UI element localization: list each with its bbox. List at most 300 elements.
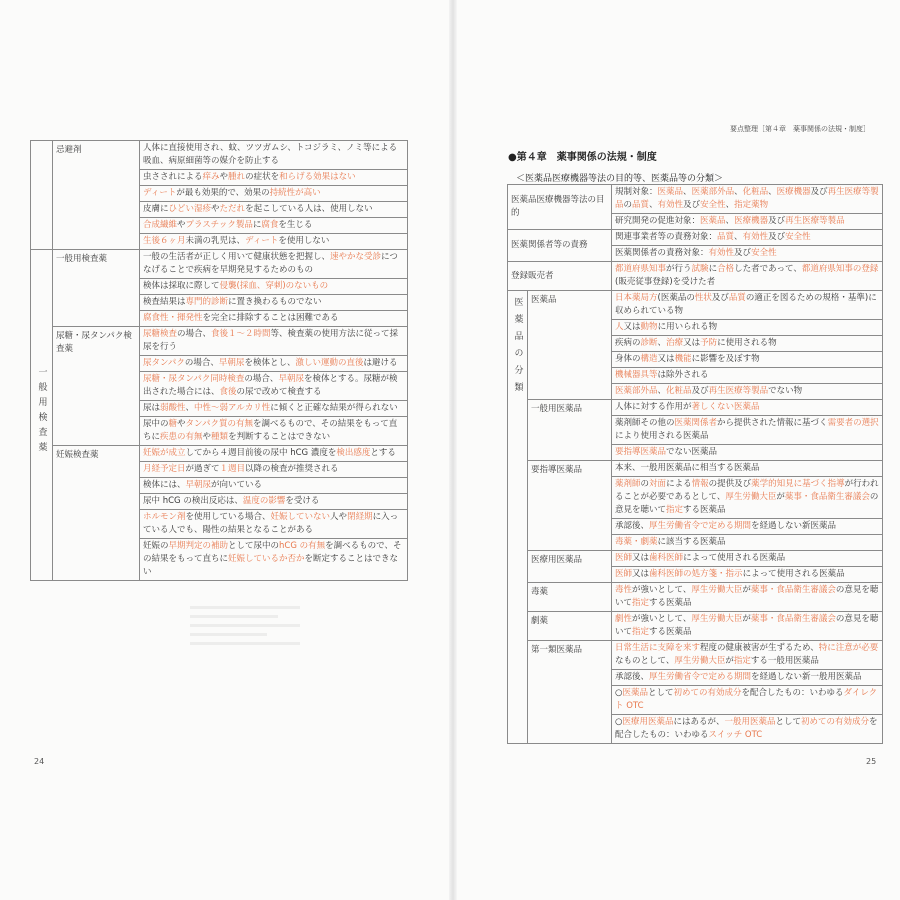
table-row bbox=[508, 583, 883, 612]
cell-text: 尿は bbox=[143, 403, 161, 413]
cell-text: 安全性 bbox=[785, 232, 811, 242]
cell-text: 承認後、 bbox=[615, 521, 650, 531]
table-row bbox=[508, 400, 883, 416]
table-cell bbox=[140, 311, 408, 327]
cell-text: 再生医療等製品 bbox=[615, 187, 879, 210]
cell-text: 都道府県知事の登録 bbox=[801, 264, 879, 274]
table-row bbox=[508, 291, 883, 320]
cell-text: する医薬品 bbox=[649, 598, 692, 608]
table-cell bbox=[140, 170, 408, 186]
cell-text: 医療機器 bbox=[776, 187, 811, 197]
cell-text: 有効性 bbox=[708, 248, 735, 258]
cell-text: ただれ bbox=[219, 204, 246, 214]
chapter-title: ●第４章 薬事関係の法規・制度 bbox=[508, 152, 657, 163]
table-cell bbox=[612, 400, 883, 416]
cell-text: 合成繊維 bbox=[143, 220, 178, 230]
cell-text: 、 bbox=[185, 403, 195, 413]
cell-text: として尿中の bbox=[228, 541, 280, 551]
cell-text: なものとして、 bbox=[615, 656, 675, 666]
running-header: 要点整理［第４章 薬事関係の法規・制度］ bbox=[730, 125, 870, 133]
cell-text: 医療用医薬品 bbox=[622, 717, 674, 727]
cell-text: ディート bbox=[143, 188, 177, 198]
table-cell bbox=[140, 295, 408, 311]
cell-text: 尿タンパク bbox=[143, 358, 185, 368]
cell-text: してから４週目前後の尿中 hCG 濃度を bbox=[185, 448, 337, 458]
table-row bbox=[31, 327, 408, 356]
cell-text: 又は bbox=[632, 569, 650, 579]
cell-text: 、 bbox=[725, 216, 735, 226]
cell-text: に傾くと正確な結果が得られない bbox=[270, 403, 398, 413]
cell-text: を使用しない bbox=[278, 236, 330, 246]
cell-text: が最も効果的で、効果の bbox=[176, 188, 270, 198]
cell-text: 腐食性・揮発性 bbox=[143, 313, 203, 323]
cell-text: 和らげる効果はない bbox=[279, 172, 356, 182]
page-number-right: 25 bbox=[866, 757, 877, 766]
cell-text: は避ける bbox=[363, 358, 398, 368]
cell-text: 検体には、 bbox=[143, 480, 186, 490]
cell-text: につなげることで疾病を早期発見するためのもの bbox=[143, 252, 398, 275]
cell-text: 早朝尿 bbox=[185, 480, 212, 490]
cell-text: を経過しない新一般用医薬品 bbox=[751, 672, 862, 682]
cell-text: や bbox=[177, 419, 186, 429]
table-cell bbox=[140, 186, 408, 202]
cell-text: として bbox=[775, 717, 801, 727]
cell-text: 腐食 bbox=[261, 220, 279, 230]
cell-text: が向いている bbox=[211, 480, 263, 490]
table-cell bbox=[140, 234, 408, 250]
cell-text: 再生医療等製品 bbox=[785, 216, 845, 226]
table-cell bbox=[140, 218, 408, 234]
book-gutter bbox=[449, 0, 457, 900]
cell-text: 疾患の有無 bbox=[160, 432, 203, 442]
cell-text: 医薬関係者の責務対象： bbox=[615, 248, 709, 258]
cell-text: 食後 bbox=[219, 387, 237, 397]
cell-text: 早朝尿 bbox=[218, 358, 245, 368]
cell-text: 未満の乳児は、 bbox=[185, 236, 246, 246]
table-cell bbox=[612, 384, 883, 400]
table-row bbox=[508, 185, 883, 214]
cell-text: 検体は採取に際して bbox=[143, 281, 220, 291]
cell-text: が過ぎて bbox=[185, 464, 220, 474]
cell-text: 薬事・食品衛生審議会 bbox=[784, 492, 870, 502]
cell-text: により使用される医薬品 bbox=[615, 431, 709, 441]
table-row bbox=[508, 461, 883, 477]
cell-text: 再生医療等製品 bbox=[708, 386, 769, 396]
table-cell bbox=[612, 567, 883, 583]
cell-text: 身体の bbox=[615, 354, 641, 364]
cell-text: 妊娠していない bbox=[270, 512, 331, 522]
table-cell bbox=[612, 230, 883, 246]
table-cell bbox=[612, 583, 883, 612]
cell-text: 検出感度 bbox=[336, 448, 371, 458]
page-number-left: 24 bbox=[34, 757, 45, 766]
cell-text: 医薬関係者 bbox=[674, 418, 718, 428]
table-cell bbox=[140, 417, 408, 446]
table-cell bbox=[612, 368, 883, 384]
cell-text: 持続性が高い bbox=[269, 188, 321, 198]
cell-text: から提供された情報に基づく bbox=[717, 418, 828, 428]
group-label-text: 一般用検査薬 bbox=[36, 366, 47, 457]
group-label bbox=[508, 291, 528, 744]
cell-text: や bbox=[202, 432, 212, 442]
cell-text: 化粧品 bbox=[742, 187, 769, 197]
cell-text: を使用している場合、 bbox=[185, 512, 271, 522]
cell-text: ダイレクト OTC bbox=[615, 688, 878, 711]
cell-text: ○ bbox=[615, 688, 623, 698]
cell-text: が bbox=[725, 656, 734, 666]
cell-text: 構造 bbox=[640, 354, 658, 364]
cell-text: 、 bbox=[657, 338, 667, 348]
cell-text: に使用される物 bbox=[717, 338, 777, 348]
blank-cell bbox=[31, 141, 53, 250]
row-label: 医薬品医療機器等法の目的 bbox=[508, 185, 612, 230]
cell-text: 厚生労働大臣 bbox=[725, 492, 777, 502]
table-cell bbox=[140, 250, 408, 279]
table-cell bbox=[140, 372, 408, 401]
cell-text: 予防 bbox=[700, 338, 718, 348]
cell-text: を受ける bbox=[285, 496, 320, 506]
cell-text: 医薬品 bbox=[657, 187, 684, 197]
cell-text: に該当する医薬品 bbox=[657, 537, 726, 547]
cell-text: の尿で改めて検査する bbox=[236, 387, 322, 397]
cell-text: の適正を図るための規格・基準)に収められている物 bbox=[615, 293, 877, 316]
cell-text: 人体に対する作用が bbox=[615, 402, 692, 412]
cell-text: 指定 bbox=[632, 627, 650, 637]
row-label: 忌避剤 bbox=[53, 141, 140, 250]
cell-text: 一般の生活者が正しく用いて健康状態を把握し、 bbox=[143, 252, 331, 262]
cell-text: する医薬品 bbox=[683, 505, 726, 515]
cell-text: の場合、 bbox=[177, 329, 212, 339]
cell-text: 、 bbox=[768, 187, 777, 197]
row-label: 登録販売者 bbox=[508, 262, 612, 291]
table-cell bbox=[140, 356, 408, 372]
cell-text: 薬剤師 bbox=[615, 479, 641, 489]
cell-text: 、 bbox=[734, 187, 743, 197]
cell-text: 疾病の bbox=[615, 338, 641, 348]
table-cell bbox=[140, 202, 408, 218]
cell-text: 情報 bbox=[691, 479, 709, 489]
table-row bbox=[508, 641, 883, 670]
cell-text: 安全性 bbox=[751, 248, 777, 258]
table-cell bbox=[612, 686, 883, 715]
table-cell bbox=[612, 214, 883, 230]
cell-text: が bbox=[742, 614, 751, 624]
cell-text: 薬事・食品衛生審議会 bbox=[750, 614, 836, 624]
row-label: 劇薬 bbox=[528, 612, 612, 641]
cell-text: 激しい運動の直後 bbox=[295, 358, 364, 368]
cell-text: に置き換わるものでない bbox=[228, 297, 322, 307]
cell-text: 要指導医薬品 bbox=[615, 447, 667, 457]
row-label: 尿糖・尿タンパク検査薬 bbox=[53, 327, 140, 446]
cell-text: 機械器具等 bbox=[615, 370, 658, 380]
cell-text: 性状 bbox=[694, 293, 712, 303]
cell-text: 本来、一般用医薬品に相当する医薬品 bbox=[615, 463, 760, 473]
cell-text: を配合したもの：いわゆる bbox=[741, 688, 844, 698]
cell-text: を経過しない新医薬品 bbox=[751, 521, 837, 531]
cell-text: 弱酸性 bbox=[160, 403, 186, 413]
cell-text: を調べるもので、その結果をもって直ちに bbox=[143, 419, 398, 442]
table-cell bbox=[612, 185, 883, 214]
group-label-text: 医薬品の分類 bbox=[512, 297, 523, 399]
cell-text: や bbox=[211, 204, 220, 214]
cell-text: 毒性 bbox=[615, 585, 633, 595]
cell-text: 品質 bbox=[717, 232, 735, 242]
cell-text: 早期判定の補助 bbox=[168, 541, 229, 551]
cell-text: が強いとして、 bbox=[632, 585, 692, 595]
cell-text: 中性〜弱アルカリ性 bbox=[194, 403, 271, 413]
table-row bbox=[31, 250, 408, 279]
cell-text: の症状を bbox=[245, 172, 280, 182]
cell-text: 人 bbox=[615, 322, 624, 332]
cell-text: や bbox=[177, 220, 186, 230]
cell-text: を検体とし、 bbox=[244, 358, 296, 368]
row-label: 一般用検査薬 bbox=[53, 250, 140, 327]
cell-text: でない医薬品 bbox=[666, 447, 718, 457]
cell-text: 又は bbox=[623, 322, 641, 332]
row-label: 医薬関係者等の責務 bbox=[508, 230, 612, 262]
cell-text: が bbox=[742, 585, 751, 595]
cell-text: する医薬品 bbox=[649, 627, 692, 637]
cell-text: 及び bbox=[711, 293, 729, 303]
cell-text: 、 bbox=[734, 232, 743, 242]
cell-text: 品質 bbox=[632, 200, 650, 210]
cell-text: を判断することはできない bbox=[228, 432, 331, 442]
cell-text: でない物 bbox=[768, 386, 803, 396]
cell-text: 指定 bbox=[733, 656, 751, 666]
cell-text: 皮膚に bbox=[143, 204, 169, 214]
cell-text: 薬学的知見に基づく指導 bbox=[751, 479, 845, 489]
cell-text: 虫さされによる bbox=[143, 172, 203, 182]
cell-text: 又は bbox=[657, 354, 675, 364]
cell-text: 医師 bbox=[615, 553, 633, 563]
cell-text: 歯科医師の処方箋・指示 bbox=[649, 569, 743, 579]
cell-text: 厚生労働省令で定める期間 bbox=[649, 672, 752, 682]
cell-text: 人や bbox=[330, 512, 348, 522]
cell-text: 及び bbox=[734, 248, 752, 258]
cell-text: 、 bbox=[657, 386, 667, 396]
cell-text: によって使用される医薬品 bbox=[683, 553, 786, 563]
table-row bbox=[31, 141, 408, 170]
cell-text: 規制対象： bbox=[615, 187, 658, 197]
row-label: 毒薬 bbox=[528, 583, 612, 612]
cell-text: 研究開発の促進対象： bbox=[615, 216, 701, 226]
cell-text: 等、検査薬の使用方法に従って採尿を行う bbox=[143, 329, 399, 352]
cell-text: 妊娠しているか否か bbox=[228, 554, 305, 564]
cell-text: 医薬部外品 bbox=[691, 187, 735, 197]
cell-text: 治療 bbox=[666, 338, 684, 348]
cell-text: 初めての有効成分 bbox=[673, 688, 742, 698]
cell-text: 以降の検査が推奨される bbox=[245, 464, 339, 474]
cell-text: ディート bbox=[245, 236, 279, 246]
cell-text: 日本薬局方 bbox=[615, 293, 658, 303]
cell-text: の bbox=[623, 200, 633, 210]
cell-text: スイッチ OTC bbox=[708, 730, 763, 740]
table-cell bbox=[140, 494, 408, 510]
cell-text: として bbox=[647, 688, 674, 698]
cell-text: に bbox=[708, 264, 718, 274]
cell-text: 医薬品 bbox=[734, 402, 760, 412]
cell-text: ひどい湿疹 bbox=[168, 204, 212, 214]
cell-text: タンパク質の有無 bbox=[185, 419, 253, 429]
cell-text: (販売従事登録)を受けた者 bbox=[615, 277, 716, 287]
cell-text: 妊娠の bbox=[143, 541, 169, 551]
cell-text: 薬剤師その他の bbox=[615, 418, 675, 428]
cell-text: 程度の健康被害が生ずるため、 bbox=[700, 643, 819, 653]
table-cell bbox=[612, 461, 883, 477]
table-cell bbox=[612, 246, 883, 262]
cell-text: を完全に排除することは困難である bbox=[202, 313, 339, 323]
cell-text: プラスチック製品 bbox=[185, 220, 253, 230]
cell-text: 試験 bbox=[691, 264, 709, 274]
cell-text: 早朝尿 bbox=[278, 374, 304, 384]
cell-text: 医薬部外品 bbox=[615, 386, 658, 396]
cell-text: 、 bbox=[649, 200, 658, 210]
cell-text: 安全性 bbox=[700, 200, 726, 210]
cell-text: を起こしている人は、使用しない bbox=[245, 204, 373, 214]
cell-text: が bbox=[776, 492, 785, 502]
table-cell bbox=[140, 510, 408, 539]
table-cell bbox=[140, 478, 408, 494]
cell-text: 腫れ bbox=[228, 172, 246, 182]
cell-text: 妊娠が成立 bbox=[143, 448, 186, 458]
left-table bbox=[30, 140, 408, 581]
table-cell bbox=[612, 291, 883, 320]
cell-text: に影響を及ぼす物 bbox=[691, 354, 760, 364]
table-cell bbox=[140, 401, 408, 417]
table-cell bbox=[612, 641, 883, 670]
cell-text: 温度の影響 bbox=[242, 496, 286, 506]
cell-text: 一般用医薬品 bbox=[724, 717, 776, 727]
table-cell bbox=[612, 262, 883, 291]
cell-text: 日常生活に支障を来す bbox=[615, 643, 701, 653]
cell-text: 又は bbox=[632, 553, 650, 563]
cell-text: １週目 bbox=[219, 464, 246, 474]
cell-text: (医薬品の bbox=[657, 293, 695, 303]
row-label: 医療用医薬品 bbox=[528, 551, 612, 583]
cell-text: に入っている人でも、陽性の結果となることがある bbox=[143, 512, 399, 535]
cell-text: による bbox=[666, 479, 692, 489]
cell-text: 需要者の選択 bbox=[827, 418, 879, 428]
row-label: 一般用医薬品 bbox=[528, 400, 612, 461]
cell-text: 及び bbox=[810, 187, 828, 197]
cell-text: 種類 bbox=[211, 432, 229, 442]
cell-text: 月経予定日 bbox=[143, 464, 186, 474]
cell-text: 医師 bbox=[615, 569, 633, 579]
bleed-through bbox=[190, 600, 300, 720]
row-label: 要指導医薬品 bbox=[528, 461, 612, 551]
row-label: 第一類医薬品 bbox=[528, 641, 612, 744]
cell-text: 指定 bbox=[666, 505, 684, 515]
table-cell bbox=[140, 141, 408, 170]
cell-text: の場合、 bbox=[244, 374, 279, 384]
cell-text: 機能 bbox=[674, 354, 692, 364]
table-cell bbox=[612, 336, 883, 352]
cell-text: 合格 bbox=[717, 264, 735, 274]
cell-text: 化粧品 bbox=[666, 386, 692, 396]
cell-text: に bbox=[252, 220, 262, 230]
cell-text: は除外される bbox=[657, 370, 709, 380]
cell-text: 食後１〜２時間 bbox=[211, 329, 271, 339]
cell-text: を検体とする。尿糖が検出された場合には、 bbox=[143, 374, 398, 397]
cell-text: 及び bbox=[683, 200, 701, 210]
cell-text: 及び bbox=[768, 216, 786, 226]
cell-text: ホルモン剤 bbox=[143, 512, 186, 522]
cell-text: とする bbox=[370, 448, 396, 458]
cell-text: 初めての有効成分 bbox=[801, 717, 870, 727]
cell-text: 著しくない bbox=[691, 402, 735, 412]
cell-text: 有効性 bbox=[657, 200, 684, 210]
cell-text: 指定薬物 bbox=[734, 200, 769, 210]
table-cell bbox=[140, 462, 408, 478]
cell-text: 検査結果は bbox=[143, 297, 186, 307]
cell-text: によって使用される医薬品 bbox=[742, 569, 845, 579]
cell-text: にはあるが、 bbox=[673, 717, 725, 727]
cell-text: 速やかな受診 bbox=[330, 252, 382, 262]
cell-text: 毒薬・劇薬 bbox=[615, 537, 658, 547]
table-cell bbox=[612, 535, 883, 551]
cell-text: 及び bbox=[691, 386, 709, 396]
cell-text: 承認後、 bbox=[615, 672, 650, 682]
cell-text: 生後６ヶ月 bbox=[143, 236, 186, 246]
cell-text: hCG の有無 bbox=[279, 541, 326, 551]
table-cell bbox=[140, 446, 408, 462]
cell-text: 関連事業者等の責務対象： bbox=[615, 232, 718, 242]
group-label bbox=[31, 250, 53, 581]
cell-text: 診断 bbox=[640, 338, 658, 348]
right-table bbox=[507, 184, 883, 744]
table-cell bbox=[612, 612, 883, 641]
cell-text: を配合したもの：いわゆる bbox=[615, 717, 878, 740]
table-cell bbox=[612, 477, 883, 519]
cell-text: 、 bbox=[683, 187, 692, 197]
cell-text: 厚生労働大臣 bbox=[691, 614, 743, 624]
cell-text: や bbox=[219, 172, 229, 182]
table-row bbox=[508, 262, 883, 291]
cell-text: 有効性 bbox=[742, 232, 769, 242]
table-cell bbox=[140, 327, 408, 356]
cell-text: 、 bbox=[725, 200, 735, 210]
cell-text: 都道府県知事 bbox=[615, 264, 667, 274]
cell-text: 閉経期 bbox=[347, 512, 373, 522]
table-row bbox=[508, 551, 883, 567]
cell-text: の提供及び bbox=[708, 479, 752, 489]
cell-text: の場合、 bbox=[184, 358, 219, 368]
table-cell bbox=[612, 715, 883, 744]
cell-text: 医療機器 bbox=[734, 216, 769, 226]
cell-text: の意見を聴いて bbox=[615, 585, 879, 608]
cell-text: 厚生労働大臣 bbox=[674, 656, 726, 666]
table-cell bbox=[140, 279, 408, 295]
cell-text: 尿中 hCG の検出反応は、 bbox=[143, 496, 243, 506]
cell-text: 品質 bbox=[728, 293, 746, 303]
table-row bbox=[508, 230, 883, 246]
cell-text: を断定することはできない bbox=[143, 554, 399, 577]
cell-text: の bbox=[640, 479, 650, 489]
cell-text: 特に注意が必要 bbox=[818, 643, 879, 653]
cell-text: 対面 bbox=[649, 479, 667, 489]
cell-text: 薬事・食品衛生審議会 bbox=[750, 585, 836, 595]
cell-text: 厚生労働大臣 bbox=[691, 585, 743, 595]
table-cell bbox=[612, 551, 883, 567]
cell-text: 人体に直接使用され、蚊、ツツガムシ、トコジラミ、ノミ等による吸血、病原細菌等の媒介を防止する bbox=[143, 143, 398, 166]
table-cell bbox=[612, 445, 883, 461]
cell-text: が行われることが必要であるとして、 bbox=[615, 479, 879, 502]
cell-text: 歯科医師 bbox=[649, 553, 684, 563]
cell-text: 指定 bbox=[632, 598, 650, 608]
cell-text: 侵襲(採血、穿刺)のないもの bbox=[219, 281, 329, 291]
cell-text: に用いられる物 bbox=[657, 322, 718, 332]
table-cell bbox=[140, 539, 408, 581]
